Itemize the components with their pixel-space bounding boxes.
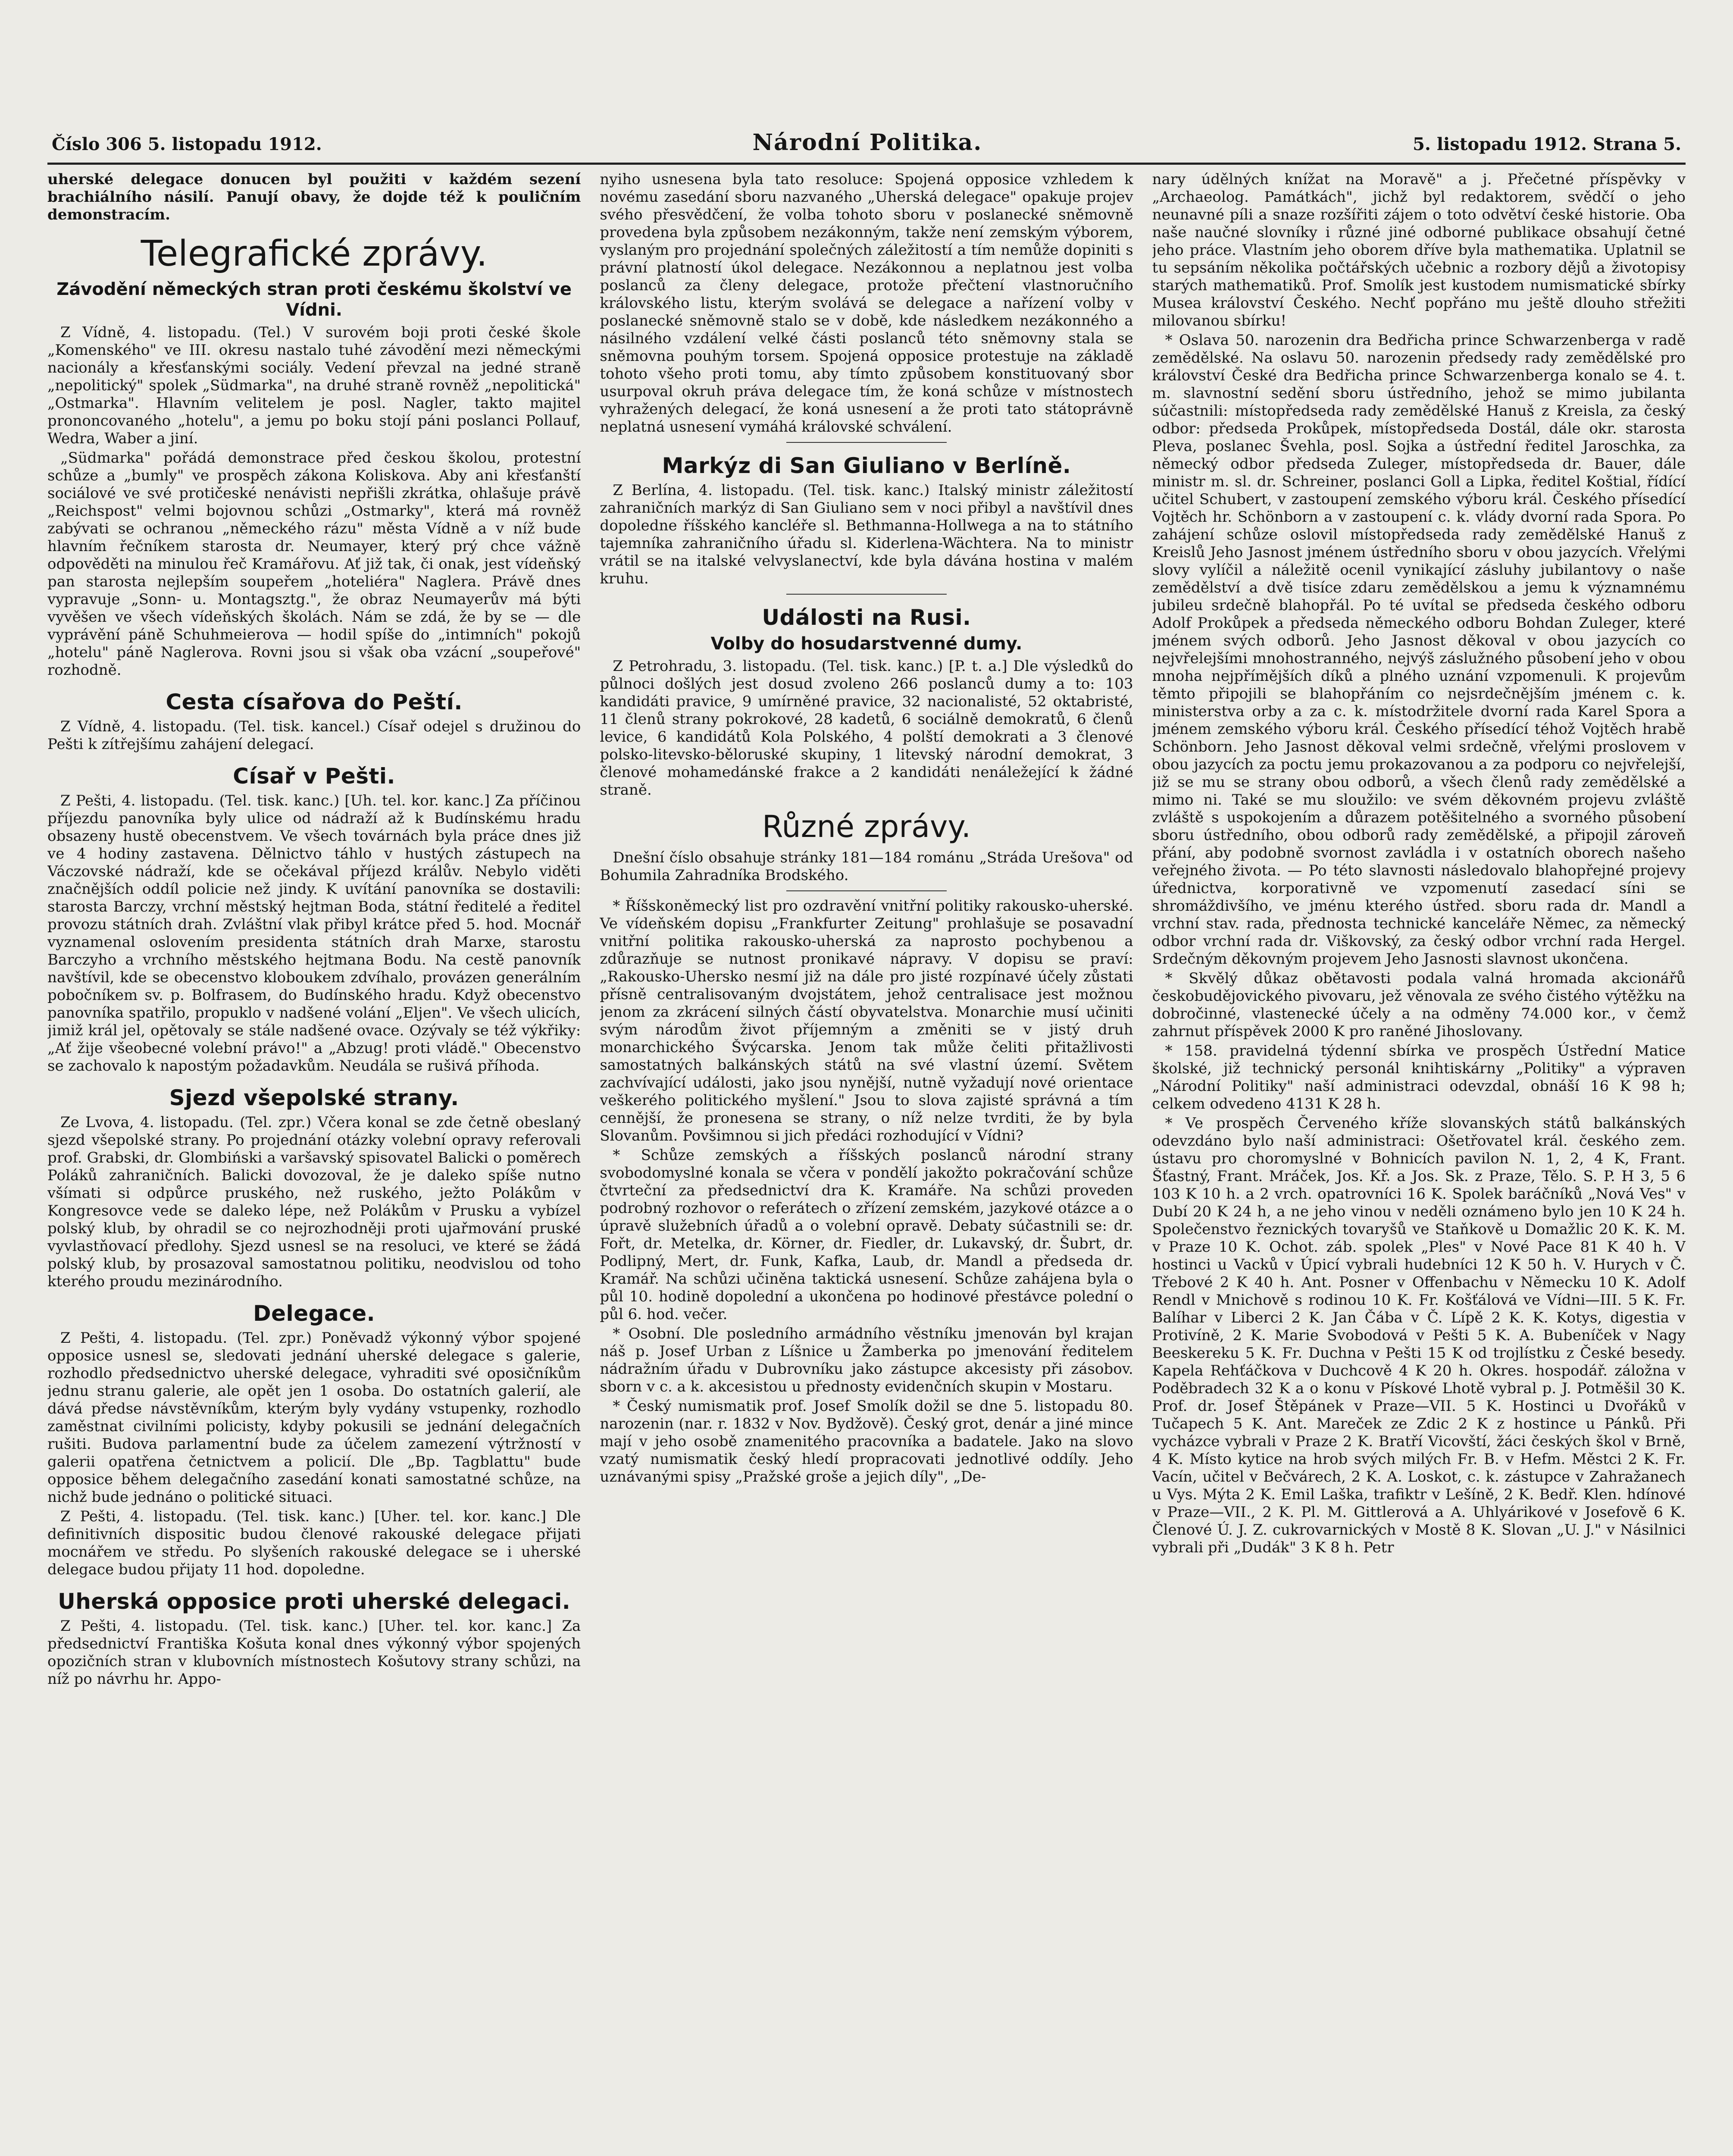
article-paragraph: * Oslava 50. narozenin dra Bedřicha prince Schwarzenberga v radě zemědělské. Na oslavu 50. narozenin předsedy rady zemědělské pro království České dra Bedřicha prince Schwarzenberga konalo se 4. t. m. slavnostní sedění sboru ústředního, jehož se mimo jubilanta súčastnili: místopředseda rady zemědělské Hanuš z Kreisla, za český odbor: předseda Prokůpek, místopředseda Dostál, dále okr. starosta Pleva, poslanec Švehla, posl. Sojka a ústřední ředitel Jaroschka, za německý odbor předseda Zuleger, místopředseda dr. Bauer, dále ministr m. sl. dr. Schreiner, poslanci Goll a Lipka, ředitel Koštial, řídící učitel Schubert, v zastoupení zemského výboru král. Českého přísedící Vojtěch hr. Schönborn a v zastoupení c. k. vlády dvorní rada Spora. Po zahájení schůze oslovil místopředseda rady zemědělské Hanuš z Kreislů Jeho Jasnost jménem ústředního sboru v obou jazycích. Vřelými slovy vylíčil a náležitě ocenil vynikající zásluhy jubilantovy o naše zemědělství a dvě tisíce zdaru zemědělskou a jemu k významnému jubileu srdečně blahopřál. Po té uvítal se předseda českého odboru Adolf Prokůpek a předseda německého odboru Bohdan Zuleger, které jménem svých odborů. Jeho Jasnost děkoval v obou jazycích co nejvřelejšími mnohostranného, nejvýš záslužného působení jeho v obou mnoha nejpřímějších díků a plného uznání vzpomenuli. K projevům těmto připojili se blahopřáním co nejsrdečnějším jménem c. k. ministerstva orby a za c. k. místodržitele dvorní rada Karel Spora a jménem zemského výboru král. Českého přísedící téhož Vojtěch hrabě Schönborn. Jeho Jasnost děkoval velmi srdečně, vřelými proslovem v obou jazycích za poctu jemu prokazovanou a za podporu co nejvřelejší, již se mu se strany obou odborů, a všech členů rady zemědělské a mimo ni. Také se mu sloužilo: ve svém děkovném projevu zvláště zvláště s uspokojením a důrazem potěšitelného a svorného působení sboru ústředního, obou odborů rady zemědělské, a připojil zároveň přání, aby podobně svornost zavládla i v ostatních oborech našeho veřejného života. — Po této slavnosti následovalo blahopřejné projevy úřednictva, korporativně ve vzpomenutí zasedací síni se shromáždivšího, ve jménu kterého ústřed. sboru rada dr. Mandl a vrchní stav. rada, přednosta technické kanceláře Němec, za německý odbor vrchní rada dr. Viškovský, za český odbor vrchní rada Hergel. Srdečným děkovným projevem Jeho Jasnosti slavnost ukončena. — [1152, 332, 1686, 968]
article-paragraph: * 158. pravidelná týdenní sbírka ve prospěch Ústřední Matice školské, již technický personál knihtiskárny „Politiky" a výpraven „Národní Politiky" naší administraci odevzdal, obnáší 16 K 98 h; celkem odvedeno 4131 K 28 h. — [1152, 1042, 1686, 1112]
issue-date: Číslo 306 5. listopadu 1912. — [52, 134, 322, 154]
article-paragraph: Z Petrohradu, 3. listopadu. (Tel. tisk. kanc.) [P. t. a.] Dle výsledků do půlnoci došlých jest dosud zvoleno 266 poslanců dumy a to: 103 kandidáti pravice, 9 umírněné pravice, 32 nacionalisté, 52 oktabristé, 11 členů strany pokrokové, 28 kadetů, 6 sociálně demokratů, 6 členů levice, 6 kandidátů Kola Polského, 4 polští demokrati a 3 členové polsko-litevsko-běloruské skupiny, 1 litevský národní demokrat, 3 členové mohamedánské frakce a 2 kandidáti nenáležející k žádné straně. — [600, 658, 1133, 799]
article-paragraph: Z Vídně, 4. listopadu. (Tel.) V surovém boji proti české škole „Komenského" ve III. okresu nastalo tuhé závodění mezi německými nacionály a křesťanskými sociály. Vedení převzal na jedné straně „nepolitický" spolek „Südmarka", na druhé straně rovněž „nepolitická" „Ostmarka". Hlavním velitelem je posl. Nagler, takto majitel prononcovaného „hotelu", a jemu po boku stojí páni poslanci Pollauf, Wedra, Waber a jiní. — [47, 324, 581, 447]
article-title: Události na Rusi. — [762, 605, 971, 630]
section-title: Různé zprávy. — [762, 809, 971, 844]
article-paragraph: Z Pešti, 4. listopadu. (Tel. tisk. kanc.) [Uh. tel. kor. kanc.] Za příčinou příjezdu panovníka byly ulice od nádraží až k Budínskému hradu obsazeny hustě obecenstvem. Ve všech továrnách byla práce dnes již ve 4 hodiny zastavena. Dělnictvo táhlo v hustých zástupech na Váczovské nádraží, kde se očekával příjezd králův. Nebylo viděti značnějších oddíl policie než jindy. K uvítání panovníka se dostavili: starosta Barczy, vrchní městský hejtman Boda, státní ředitelé a ředitel provozu státních drah. Zvláštní vlak přibyl krátce před 5. hod. Mocnář vyznamenal oslovením presidenta státních drah Marxe, starostu Barczyho a vrchního městského hejtmana Bodu. Na cestě panovník navštívil, kde se obecenstvo kloboukem zdvíhalo, provázen generálním pobočníkem sv. p. Bolfrasem, do Budínského hradu. Když obecenstvo panovníka spatřilo, propuklo v nadšené volání „Eljen". Ve všech ulicích, jimiž král jel, opětovaly se stále nadšené ovace. Ozývaly se též výkřiky: „Ať žije všeobecné volební právo!" a „Abzug! proti vládě." Obecenstvo se zachovalo k napostým požadavkům. Neudála se rušivá příhoda. — [47, 792, 581, 1075]
section-title: Telegrafické zprávy. — [141, 233, 488, 274]
article-paragraph: Ze Lvova, 4. listopadu. (Tel. zpr.) Včera konal se zde četně obeslaný sjezd všepolské strany. Po projednání otázky volební opravy referovali prof. Grabski, dr. Glombiński a varšavský spisovatel Balicki o poměrech Poláků zahraničních. Balicki dovozoval, že je daleko spíše nutno všímati si odpůrce pruského, než ruského, ježto Polákům v Kongresovce vede se daleko lépe, než Polákům v Prusku a vybízel polský klub, by ohradil se co nejrozhodněji proti ujařmování pruské vyvlastňovací předlohy. Sjezd usnesl se na resoluci, ve které se žádá polský klub, by prosazoval samostatnou politiku, neodvislou od toho kterého proudu mezinárodního. — [47, 1114, 581, 1290]
separator-rule — [786, 890, 946, 891]
article-paragraph: Z Pešti, 4. listopadu. (Tel. tisk. kanc.) [Uher. tel. kor. kanc.] Za předsednictví Františka Košuta konal dnes výkonný výbor spojených opozičních stran v klubovních místnostech Košutovy strany schůzi, na níž po návrhu hr. Appo- — [47, 1617, 581, 1688]
masthead: Národní Politika. — [752, 129, 982, 156]
article-title: Cesta císařova do Peští. — [166, 689, 463, 714]
opening-paragraph: nary údělných knížat na Moravě" a j. Přečetné příspěvky v „Archaeolog. Památkách", jichž byl redaktorem, svědčí o jeho neunavné píli a snaze rozšířiti zájem o toto odvětví české historie. Oba naše naučné slovníky i různé jiné odborné publikace obsahují četné jeho práce. Vlastním jeho oborem dříve byla mathematika. Uplatnil se tu sepsáním několika počtářských učebnic a rozbory dějů a životopisy starých mathematiků. Prof. Smolík jest kustodem numismatické sbírky Musea království Českého. Nechť popřáno mu ještě dlouho střežiti milovanou sbírku! — [1152, 171, 1686, 329]
article-paragraph: Z Pešti, 4. listopadu. (Tel. zpr.) Poněvadž výkonný výbor spojené opposice usnesl se, sledovati jednání uherské delegace s galerie, rozhodlo předsednictvo uherské delegace, vyhraditi své oposičníkům jednu stranu galerie, ale opět jen 1 osoba. Do ostatních galerií, ale dává předse návstěvníkům, kterým byly vydány vstupenky, rozhodlo zaměstnat civilními policisty, kdyby pokusili se jednání delegačních rušiti. Budova parlamentní bude za účelem zamezení výtržností v galerii opatřena četnictvem a policií. Dle „Bp. Tagblattu" bude opposice během delegačního zasedání konati samostatné schůze, na nichž bude jednáno o politické situaci. — [47, 1329, 581, 1506]
newspaper-page — [47, 129, 1686, 2156]
article-paragraph: Dnešní číslo obsahuje stránky 181—184 románu „Stráda Urešova" od Bohumila Zahradníka Brodského. — [600, 849, 1133, 884]
article-paragraph: * Osobní. Dle posledního armádního věstníku jmenován byl krajan náš p. Josef Urban z Líšnice u Žamberka po jmenování ředitelem nádražním úřadu v Dubrovníku jako zástupce akcesisty při zásobov. sborn v c. a k. akcesistou u přednosty evidenčních skupin v Mostaru. — [600, 1325, 1133, 1395]
column-2 — [600, 171, 1133, 2156]
article-title: Delegace. — [253, 1301, 375, 1326]
columns — [47, 165, 1686, 2156]
page-info: 5. listopadu 1912. Strana 5. — [1413, 134, 1681, 154]
article-paragraph: * Český numismatik prof. Josef Smolík dožil se dne 5. listopadu 80. narozenin (nar. r. 1832 v Nov. Bydžově). Český grot, denár a jiné mince mají v jeho osobě znamenitého pracovníka a badatele. Jako na slovo vzatý numismatik český hledí propracovati jednotlivé oddíly. Jeho uznávanými spisy „Pražské groše a jejich díly", „De- — [600, 1398, 1133, 1485]
separator-rule — [786, 442, 946, 443]
article-paragraph: Z Pešti, 4. listopadu. (Tel. tisk. kanc.) [Uher. tel. kor. kanc.] Dle definitivních dispositic budou členové rakouské delegace přijati mocnářem ve středu. Po slyšeních rakouské delegace se i uherské delegace budou přijaty 11 hod. dopoledne. — [47, 1508, 581, 1578]
article-title: Sjezd všepolské strany. — [169, 1085, 459, 1110]
page-header — [47, 129, 1686, 165]
article-paragraph: Z Berlína, 4. listopadu. (Tel. tisk. kanc.) Italský ministr záležitostí zahraničních markýz di San Giuliano sem v noci přibyl a navštívil dnes dopoledne říšského kancléře sl. Bethmanna-Hollwega a na to státního tajemníka zahraničního úřadu sl. Kiderlena-Wächtera. Na to ministr vrátil se na italské velvyslanectví, kde byla dávána hostina v malém kruhu. — [600, 482, 1133, 587]
article-title: Závodění německých stran proti českému školství ve Vídni. — [56, 279, 572, 320]
column-3 — [1152, 171, 1686, 2156]
article-paragraph: * Schůze zemských a říšských poslanců národní strany svobodomyslné konala se včera v pondělí jakožto pokračování schůze čtvrteční za předsednictví dra K. Kramáře. Na schůzi proveden podrobný rozhovor o referátech o zřízení zemském, jazykové otázce a o úpravě služebních úřadů a o volební opravě. Debaty súčastnili se: dr. Fořt, dr. Metelka, dr. Körner, dr. Fiedler, dr. Lukavský, dr. Šubrt, dr. Podlipný, Mert, dr. Funk, Kafka, Laub, dr. Mandl a předseda dr. Kramář. Na schůzi učiněna taktická usnesení. Schůze zahájena byla o půl 10. hodině dopolední a ukončena po hodinové přestávce polední o půl 6. hod. večer. — [600, 1147, 1133, 1323]
article-title: Uherská opposice proti uherské delegaci. — [58, 1589, 571, 1614]
column-1 — [47, 171, 581, 2156]
article-paragraph: * Říšskoněmecký list pro ozdravění vnitřní politiky rakousko-uherské. Ve vídeňském dopisu „Frankfurter Zeitung" prohlašuje se posavadní vnitřní politika rakousko-uherská za naprosto pochybenou a zdůrazňuje se nutnost pronikavé nápravy. V dopisu se praví: „Rakousko-Uhersko nesmí již na dále pro jisté rozpínavé účely zůstati přísně centralisovaným dvojstátem, jehož centralisace jest možnou jenom za zkrácení silných částí obyvatelstva. Monarchie musí učiniti svým národům život příjemným a změniti se v jistý druh monarchického Švýcarska. Jenom tak může čeliti přitažlivosti samostatných balkánských států na své vlastní území. Světem zachvívající události, jako jsou nynější, nutně vyžadují nové orientace veškerého politického myšlení." Jsou to slova zajisté správná a tím cennější, že pronesena se strany, o níž nelze tvrditi, že by byla Slovanům. Povšimnou si jich předáci rozhodující v Vídni? — [600, 897, 1133, 1144]
article-paragraph: * Skvělý důkaz obětavosti podala valná hromada akcionářů českobudějovického pivovaru, jež věnovala ze svého čistého výtěžku na dobročinné, vlastenecké účely a na odměny 74.000 kor., v čemž zahrnut příspěvek 2000 K pro raněné Jihoslovany. — [1152, 970, 1686, 1040]
article-paragraph: „Südmarka" pořádá demonstrace před českou školou, protestní schůze a „bumly" ve prospěch zákona Koliskova. Aby ani křesťanští sociálové ve své protičeské nenávisti nepřišli zkrátka, ohlašuje právě „Reichspost" velmi bojovnou schůzi „Ostmarky", která má rovněž zabývati se ochranou „německého rázu" města Vídně a v níž bude hlavním řečníkem starosta dr. Neumayer, který prý chce vážně odpověděti na minulou řeč Kramářovu. Ať již tak, či onak, jest vídeňský pan starosta nejlepším soupeřem „hoteliéra" Naglera. Právě dnes vypravuje „Sonn- u. Montagsztg.", že obraz Neumayerův má býti vyvěšen ve všech vídeňských školách. Nám se zdá, že by se — dle vyprávění páně Schuhmeierova — hodil spíše do „intimních" pokojů „hotelu" páně Naglerova. Rovni jsou si však oba vzácní „soupeřové" rozhodně. — [47, 449, 581, 679]
article-subtitle: Volby do hosudarstvenné dumy. — [710, 634, 1023, 654]
article-paragraph: Z Vídně, 4. listopadu. (Tel. tisk. kancel.) Císař odejel s družinou do Pešti k zítřejšímu zahájení delegací. — [47, 718, 581, 753]
article-title: Markýz di San Giuliano v Berlíně. — [662, 453, 1071, 478]
separator-rule — [786, 594, 946, 595]
opening-paragraph: nyiho usnesena byla tato resoluce: Spojená opposice vzhledem k novému zasedání sboru nazvaného „Uherská delegace" opakuje projev svého přesvědčení, že volba tohoto sboru v poslanecké sněmovně provedena byla způsobem nezákonným, takže není zemským výborem, vyslaným pro projednání společných záležitostí a tím nemůže dopiniti s právní platností úkol delegace. Nezákonnou a neplatnou jest volba poslanců za členy delegace, protože přečtení vlastnoručního královského listu, kterým svolává se delegace a nařízení volby v poslanecké sněmovně stalo se v době, kde následkem nezákonného a násilného vzdálení velké části poslanců této sněmovny stala se sněmovna pouhým torsem. Spojená opposice protestuje na základě tohoto všeho proti tomu, aby tímto způsobem konstituovaný sbor usurpoval okruh práva delegace tím, že koná schůze v místnostech vyhražených delegací, že koná usnesení a že proti tato státoprávně neplatná usnesení vymáhá královské schválení. — [600, 171, 1133, 436]
article-title: Císař v Pešti. — [233, 764, 396, 789]
article-paragraph: * Ve prospěch Červeného kříže slovanských států balkánských odevzdáno bylo naší administraci: Ošetřovatel král. českého zem. ústavu pro choromyslné v Bohnicích pavilon N. 1, 2, 4 K, Frant. Šťastný, Frant. Mráček, Jos. Kř. a Jos. Sk. z Praze, Tělo. S. P. H 3, 5 6 103 K 10 h. a 2 vrch. opatrovníci 16 K. Spolek baráčníků „Nová Ves" v Dubí 20 K 24 h, a ne jeho vinou v neděli oznámeno bylo jen 10 K 24 h. Společenstvo řeznických tovaryšů ve Staňkově u Domažlic 20 K. K. M. v Praze 10 K. Ochot. záb. spolek „Ples" v Nové Pace 81 K 40 h. V hostinci u Vacků v Úpicí vybrali hudebníci 12 K 50 h. V. Hurych v Č. Třebové 2 K 40 h. Ant. Posner v Offenbachu v Německu 10 K. Adolf Rendl v Mnichově s rodinou 10 K. Fr. Košťálová ve Vídni—III. 5 K. Fr. Balíhar v Liberci 2 K. Jan Čába v Č. Lípě 2 K. K. Kotys, digestia v Protivíně, 2 K. Marie Svobodová v Pešti 5 K. A. Bubeníček v Nagy Beeskereku 5 K. Fr. Duchna v Pešti 15 K od trojlístku z České besedy. Kapela Rehťáčkova v Duchcově 4 K 20 h. Okres. hospodář. záložna v Poděbradech 32 K a o konu v Pískové Lhotě vybral p. J. Potměšil 30 K. Prof. dr. Josef Štěpánek v Praze—VII. 5 K. Hostinci u Dvořáků v Tučapech 5 K. Ant. Mareček ze Zdic 2 K z hostince u Pánků. Při vycházce vybrali v Praze 2 K. Bratří Vicovští, žáci českých škol v Brně, 4 K. Místo kytice na hrob svých milých Fr. B. v Hefm. Městci 2 K. Fr. Vacín, učitel v Bečvárech, 2 K. A. Loskot, c. k. zástupce v Zahražanech u Vys. Mýta 2 K. Emil Laška, trafiktr v Lešíně, 2 K. Bedř. Klen. hdínové v Praze—VII., 2 K. Pl. M. Gittlerová a A. Uhlyárikové v Josefově 6 K. Členové Ú. J. Z. cukrovarnických v Mostě 8 K. Slovan „U. J." v Násilnici vybrali při „Dudák" 3 K 8 h. Petr — [1152, 1115, 1686, 1556]
opening-paragraph: uherské delegace donucen byl použiti v každém sezení brachiálního násilí. Panují obavy, že dojde též k pouličním demonstracím. — [47, 171, 581, 223]
